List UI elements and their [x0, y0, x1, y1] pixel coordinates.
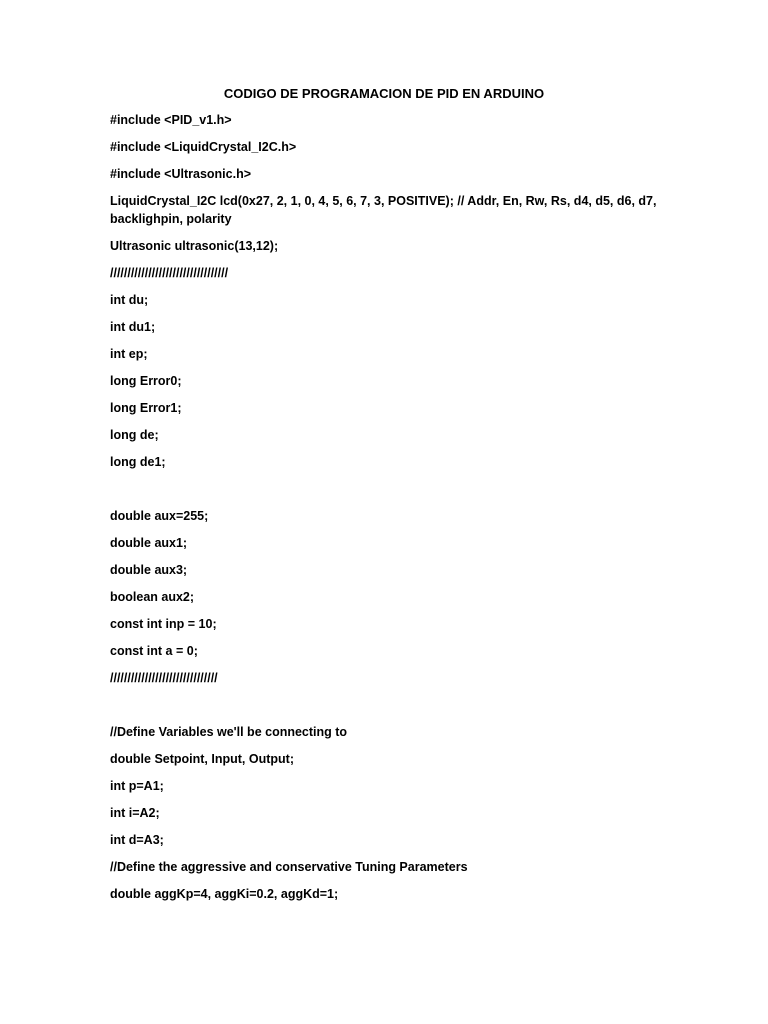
code-line: boolean aux2;: [110, 590, 195, 604]
code-line: long de1;: [110, 455, 166, 469]
code-comment: //Define Variables we'll be connecting to: [110, 725, 348, 739]
code-line: #include <Ultrasonic.h>: [110, 167, 252, 181]
code-line: double aux3;: [110, 563, 188, 577]
blank-line: [110, 696, 658, 714]
code-line: int ep;: [110, 347, 148, 361]
code-line: double aux1;: [110, 536, 188, 550]
code-line: int du;: [110, 293, 149, 307]
blank-line: [110, 480, 658, 498]
code-line: long Error1;: [110, 401, 182, 415]
code-line: int i=A2;: [110, 806, 160, 820]
code-body: [110, 111, 658, 912]
code-line: long Error0;: [110, 374, 182, 388]
code-line: int d=A3;: [110, 833, 164, 847]
code-line: Ultrasonic ultrasonic(13,12);: [110, 239, 279, 253]
document-title: CODIGO DE PROGRAMACION DE PID EN ARDUINO: [223, 86, 545, 101]
code-line: double Setpoint, Input, Output;: [110, 752, 294, 766]
code-line: LiquidCrystal_I2C lcd(0x27, 2, 1, 0, 4, 5, 6, 7, 3, POSITIVE); // Addr, En, Rw, Rs, d4, d5, d6, d7, backlighpin, polarity: [110, 194, 660, 226]
code-line: double aux=255;: [110, 509, 209, 523]
code-comment: //Define the aggressive and conservative Tuning Parameters: [110, 860, 468, 874]
code-line: int du1;: [110, 320, 156, 334]
code-line: const int a = 0;: [110, 644, 198, 658]
code-line: double aggKp=4, aggKi=0.2, aggKd=1;: [110, 887, 339, 901]
code-line: #include <LiquidCrystal_I2C.h>: [110, 140, 297, 154]
code-line: #include <PID_v1.h>: [110, 113, 232, 127]
code-line: const int inp = 10;: [110, 617, 217, 631]
code-line: int p=A1;: [110, 779, 164, 793]
code-line: long de;: [110, 428, 159, 442]
comment-separator: ///////////////////////////////: [110, 671, 218, 685]
comment-separator: //////////////////////////////////: [110, 266, 229, 280]
